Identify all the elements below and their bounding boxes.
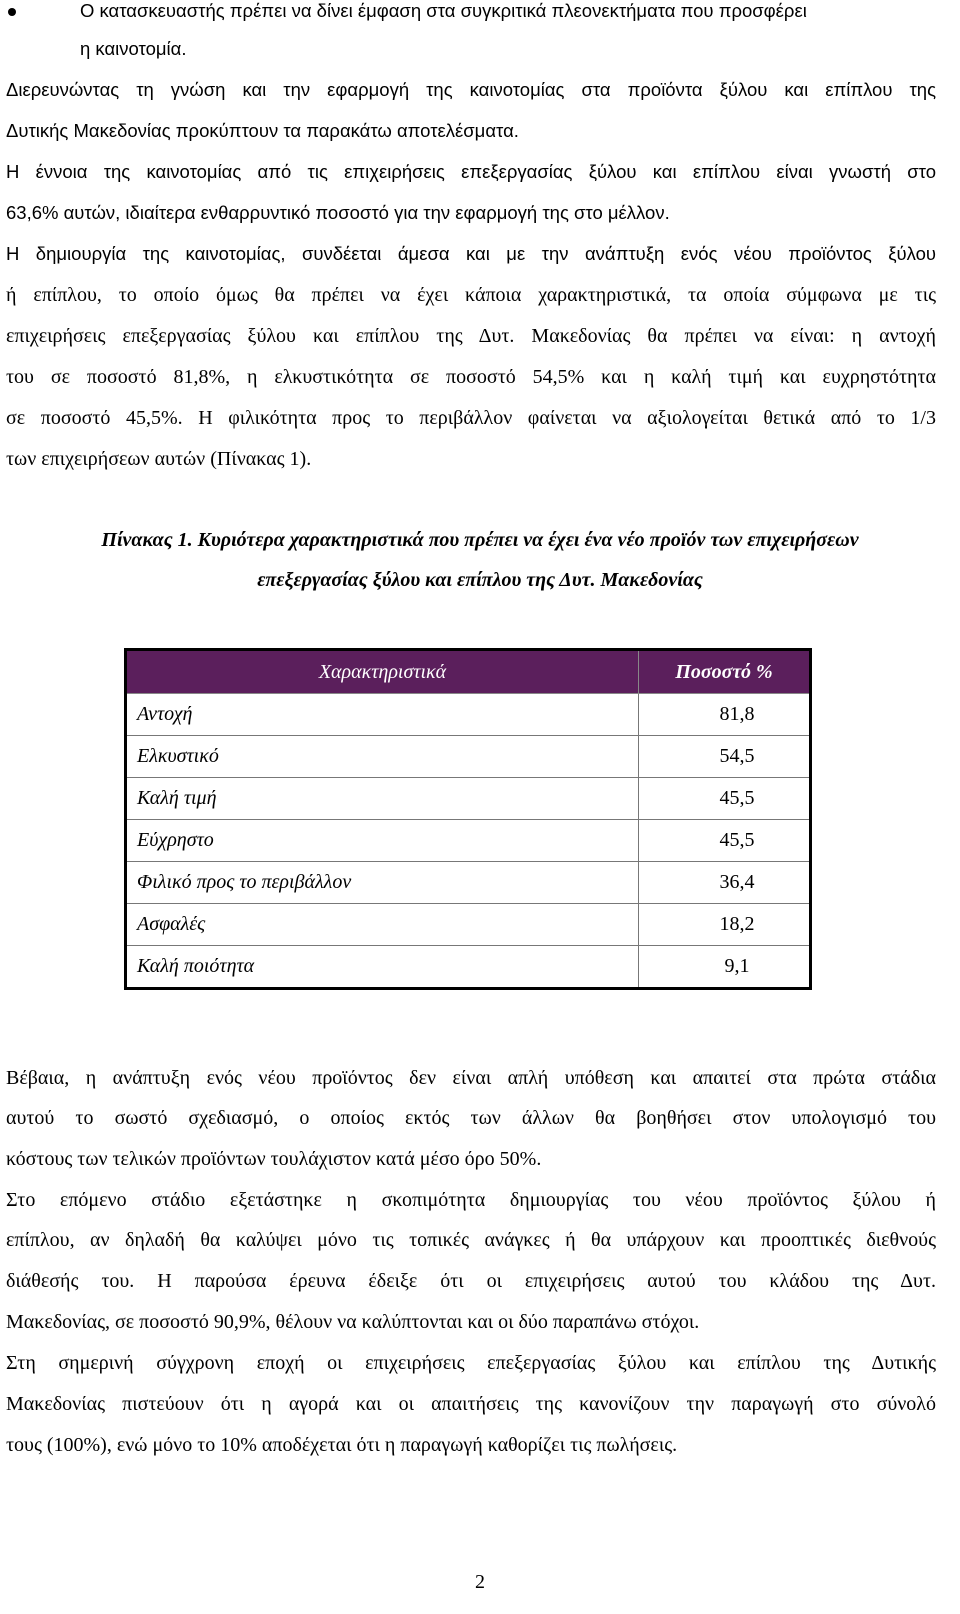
table-cell <box>639 862 811 904</box>
text-line: των επιχειρήσεων αυτών (Πίνακας 1). <box>6 448 312 470</box>
text-line: Η έννοια της καινοτομίας από τις επιχειρήσεις επεξεργασίας ξύλου και επίπλου είναι γνωστή στο <box>6 161 936 182</box>
column-header: Χαρακτηριστικά <box>126 650 639 694</box>
value-text: 36,4 <box>719 871 755 893</box>
text-line: Στο επόμενο στάδιο εξετάστηκε η σκοπιμότητα δημιουργίας του νέου προϊόντος ξύλου ή <box>6 1189 936 1211</box>
table-caption: Πίνακας 1. Κυριότερα χαρακτηριστικά που πρέπει να έχει ένα νέο προϊόν των επιχειρήσεων <box>101 529 859 551</box>
text-line: Η δημιουργία της καινοτομίας, συνδέεται άμεσα και με την ανάπτυξη ενός νέου προϊόντος ξύλου <box>6 243 936 264</box>
table-row <box>126 778 811 820</box>
text-line: επιχειρήσεις επεξεργασίας ξύλου και επίπλου της Δυτ. Μακεδονίας θα πρέπει να είναι: η αντοχή <box>6 325 936 347</box>
characteristics-table <box>124 648 812 990</box>
value-text: 45,5 <box>719 829 755 851</box>
text-line: κόστους των τελικών προϊόντων τουλάχιστον κατά μέσο όρο 50%. <box>6 1148 542 1170</box>
text-line: του σε ποσοστό 81,8%, η ελκυστικότητα σε ποσοστό 54,5% και η καλή τιμή και ευχρηστότητα <box>6 366 936 388</box>
text-line: Δυτικής Μακεδονίας προκύπτουν τα παρακάτω αποτελέσματα. <box>6 120 519 141</box>
value-text: 45,5 <box>719 787 755 809</box>
bullet-icon <box>8 8 16 16</box>
table-cell <box>639 946 811 989</box>
text-line: αυτού το σωστό σχεδιασμό, ο οποίος εκτός των άλλων θα βοηθήσει στον υπολογισμό του <box>6 1107 936 1129</box>
table-cell <box>639 904 811 946</box>
table-cell <box>639 736 811 778</box>
table-cell: Καλή τιμή <box>126 778 639 820</box>
table-row <box>126 862 811 904</box>
table-row <box>126 904 811 946</box>
table-cell: Καλή ποιότητα <box>126 946 639 989</box>
table-cell: Ελκυστικό <box>126 736 639 778</box>
value-text: 18,2 <box>719 913 755 935</box>
text-line: Βέβαια, η ανάπτυξη ενός νέου προϊόντος δεν είναι απλή υπόθεση και απαιτεί στα πρώτα στάδια <box>6 1067 936 1089</box>
table-row <box>126 694 811 736</box>
page-number: 2 <box>475 1571 485 1593</box>
table-cell: Φιλικό προς το περιβάλλον <box>126 862 639 904</box>
table-cell <box>639 778 811 820</box>
table-caption: επεξεργασίας ξύλου και επίπλου της Δυτ. Μακεδονίας <box>257 569 703 591</box>
text-line: διάθεσής του. Η παρούσα έρευνα έδειξε ότι οι επιχειρήσεις αυτού του κλάδου της Δυτ. <box>6 1270 936 1292</box>
table-cell: Αντοχή <box>126 694 639 736</box>
value-text: 9,1 <box>724 955 750 977</box>
text-line: επίπλου, αν δηλαδή θα καλύψει μόνο τις τοπικές ανάγκες ή θα υπάρχουν και προοπτικές διεθνούς <box>6 1229 936 1251</box>
text-line: η καινοτομία. <box>80 38 187 59</box>
text-line: σε ποσοστό 45,5%. Η φιλικότητα προς το περιβάλλον φαίνεται να αξιολογείται θετικά από το 1/3 <box>6 407 936 429</box>
table-cell: Ασφαλές <box>126 904 639 946</box>
text-line: τους (100%), ενώ μόνο το 10% αποδέχεται ότι η παραγωγή καθορίζει τις πωλήσεις. <box>6 1434 678 1456</box>
text-line: Διερευνώντας τη γνώση και την εφαρμογή της καινοτομίας στα προϊόντα ξύλου και επίπλου της <box>6 79 936 100</box>
text-line: 63,6% αυτών, ιδιαίτερα ενθαρρυντικό ποσοστό για την εφαρμογή της στο μέλλον. <box>6 202 670 223</box>
table-cell <box>639 694 811 736</box>
value-text: 54,5 <box>719 745 755 767</box>
value-text: 81,8 <box>719 703 755 725</box>
table-header-row <box>126 650 811 694</box>
text-line: Στη σημερινή σύγχρονη εποχή οι επιχειρήσεις επεξεργασίας ξύλου και επίπλου της Δυτικής <box>6 1352 936 1374</box>
table-row <box>126 736 811 778</box>
table-row <box>126 946 811 989</box>
table-cell <box>639 820 811 862</box>
text-line: ή επίπλου, το οποίο όμως θα πρέπει να έχει κάποια χαρακτηριστικά, τα οποία σύμφωνα με τις <box>6 284 936 306</box>
column-header: Ποσοστό % <box>639 650 811 694</box>
table-cell: Εύχρηστο <box>126 820 639 862</box>
text-line: Ο κατασκευαστής πρέπει να δίνει έμφαση στα συγκριτικά πλεονεκτήματα που προσφέρει <box>80 0 807 21</box>
table-row <box>126 820 811 862</box>
text-line: Μακεδονίας πιστεύουν ότι η αγορά και οι απαιτήσεις της κανονίζουν την παραγωγή στο σύνολό <box>6 1393 936 1415</box>
text-line: Μακεδονίας, σε ποσοστό 90,9%, θέλουν να καλύπτονται και οι δύο παραπάνω στόχοι. <box>6 1311 700 1333</box>
